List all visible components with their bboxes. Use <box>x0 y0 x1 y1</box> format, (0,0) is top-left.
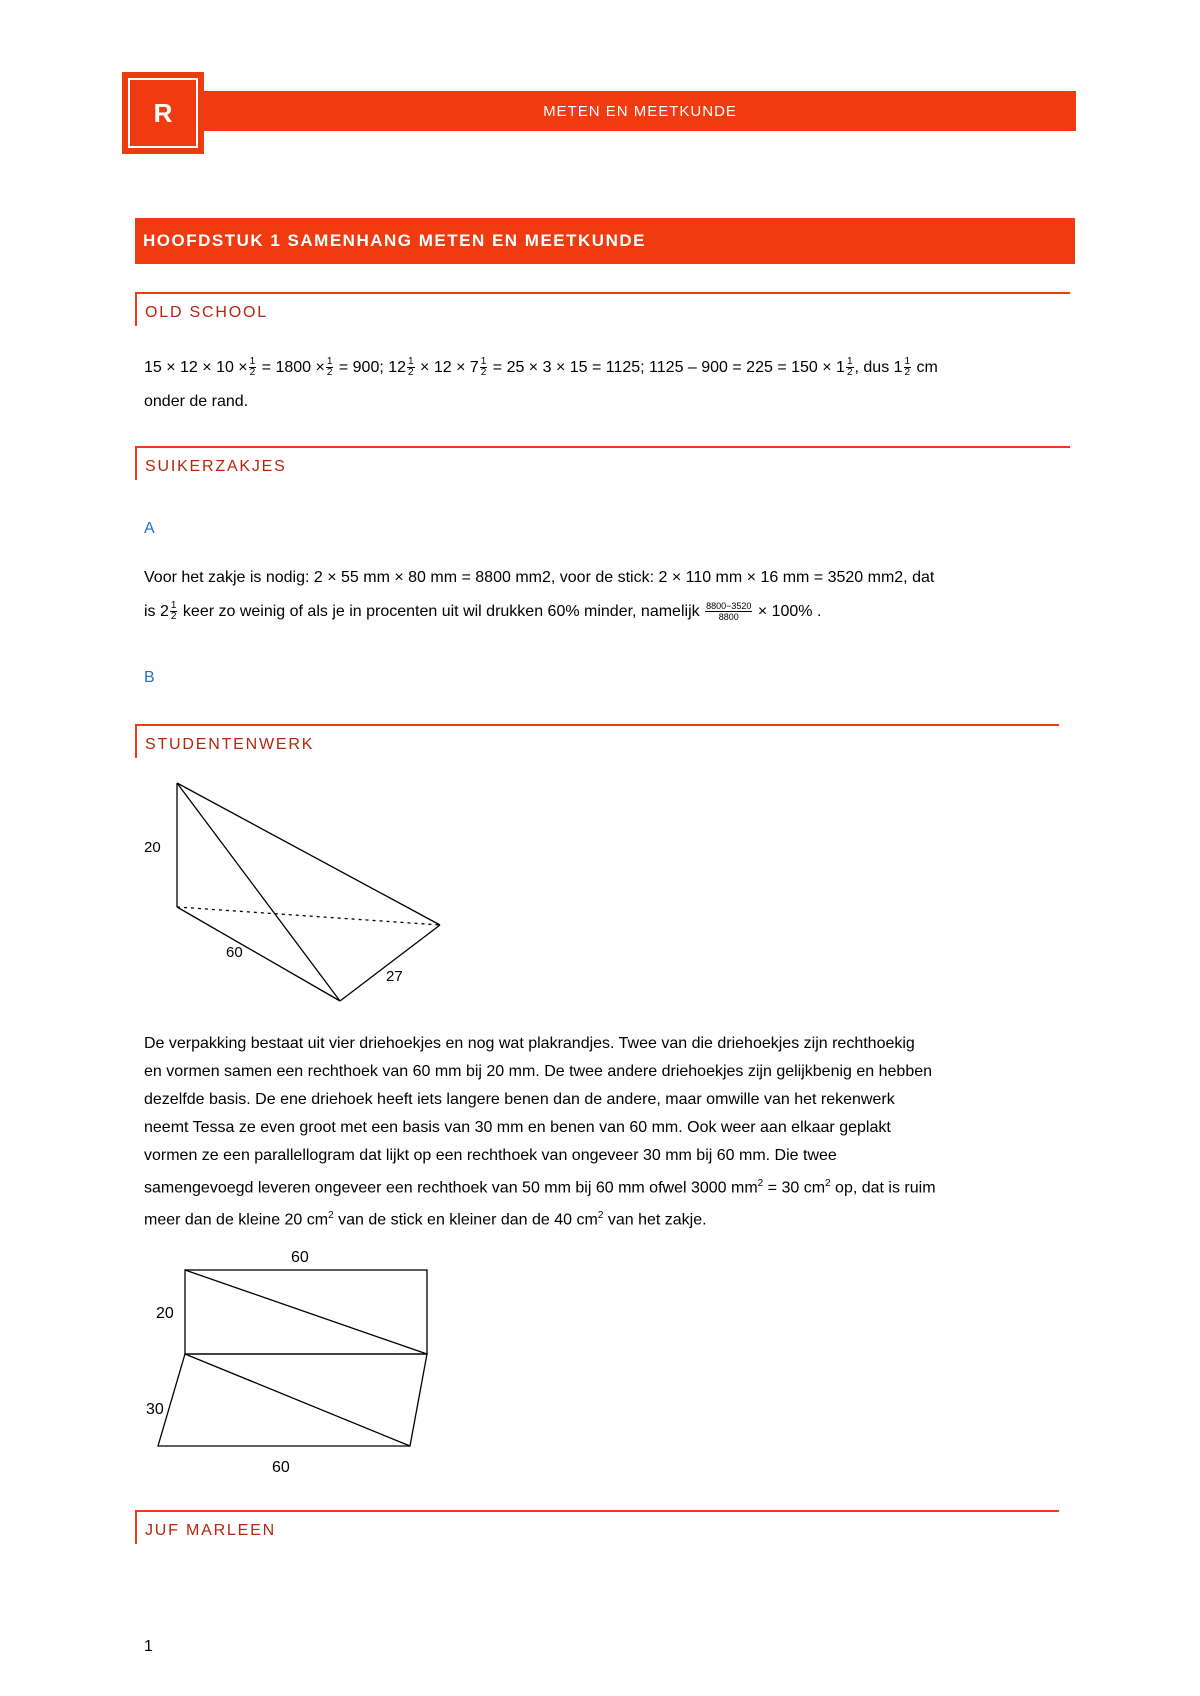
edge <box>340 925 440 1001</box>
fraction: $\frac{1}{2}$ <box>326 356 333 379</box>
section-studentenwerk <box>135 724 1059 758</box>
net-figure <box>140 1240 460 1485</box>
fraction: $\frac{1}{2}$ <box>846 356 853 379</box>
label-top-60: 60 <box>291 1249 309 1266</box>
sub-label-a: A <box>144 520 155 537</box>
paragraph-line: meer dan de kleine 20 $cm^2$ van de stick en kleiner dan de 40 $cm^2$ van het zakje. <box>144 1210 707 1229</box>
suiker-a-line2: is 2 $\frac{1}{2}$ keer zo weinig of als je in procenten uit wil drukken 60% minder, namelijk $\frac{8800-3520}{8800}$ × 100% . <box>144 600 822 623</box>
section-suikerzakjes <box>135 446 1070 480</box>
section-title: OLD SCHOOL <box>145 304 268 321</box>
edge <box>177 783 440 925</box>
section-title: SUIKERZAKJES <box>145 458 287 475</box>
old-school-line2: onder de rand. <box>144 393 249 410</box>
paragraph-line: samengevoegd leveren ongeveer een rechthoek van 50 mm bij 60 mm ofwel 3000 $mm^2 = 30$ $cm^2$ op, dat is ruim <box>144 1178 936 1197</box>
section-title: JUF MARLEEN <box>145 1522 276 1539</box>
section-juf-marleen <box>135 1510 1059 1544</box>
fraction: $\frac{1}{2}$ <box>170 600 177 623</box>
header-band: METEN EN MEETKUNDE <box>204 91 1076 131</box>
old-school-line1: 15 × 12 × 10 × $\frac{1}{2}$ = 1800 × $\frac{1}{2}$ = 900; 12 $\frac{1}{2}$ × 12 × 7 $\frac{1}{2}$ = 25 × 3 × 15 = 1125; 1125 – 900 = 225 = 150 × 1 $\frac{1}{2}$ , dus 1 $\frac{1}{2}$ cm <box>144 356 938 379</box>
studentenwerk-paragraph <box>144 1030 1074 1235</box>
paragraph-line: De verpakking bestaat uit vier driehoekjes en nog wat plakrandjes. Twee van die driehoekjes zijn rechthoekig <box>144 1035 915 1052</box>
label-20: 20 <box>144 839 161 856</box>
fraction: $\frac{1}{2}$ <box>408 356 414 379</box>
section-title: STUDENTENWERK <box>145 736 315 753</box>
diagonal <box>185 1354 410 1446</box>
fraction: $\frac{1}{2}$ <box>904 356 911 379</box>
fraction: $\frac{8800-3520}{8800}$ <box>706 601 752 623</box>
logo-letter: R <box>128 78 198 148</box>
label-60: 60 <box>226 944 243 961</box>
hidden-edge <box>177 907 440 925</box>
fraction: $\frac{1}{2}$ <box>480 356 487 379</box>
suiker-a-line1: Voor het zakje is nodig: 2 × 55 mm × 80 mm = 8800 mm2, voor de stick: 2 × 110 mm × 16 mm = 3520 mm2, dat <box>144 569 935 586</box>
parallelogram <box>158 1354 427 1446</box>
edge <box>177 783 340 1001</box>
sub-label-b: B <box>144 669 155 686</box>
page-number: 1 <box>144 1638 153 1655</box>
edge <box>177 907 340 1001</box>
chapter-title: HOOFDSTUK 1 SAMENHANG METEN EN MEETKUNDE <box>135 218 1075 264</box>
logo-box <box>122 72 204 154</box>
label-27: 27 <box>386 968 403 985</box>
label-20: 20 <box>156 1305 174 1322</box>
paragraph-line: en vormen samen een rechthoek van 60 mm bij 20 mm. De twee andere driehoekjes zijn gelijkbenig en hebben <box>144 1063 933 1080</box>
paragraph-line: vormen ze een parallellogram dat lijkt op een rechthoek van ongeveer 30 mm bij 60 mm. Die twee <box>144 1147 837 1164</box>
section-old-school <box>135 292 1070 326</box>
paragraph-line: dezelfde basis. De ene driehoek heeft iets langere benen dan de andere, maar omwille van het rekenwerk <box>144 1091 895 1108</box>
label-bottom-60: 60 <box>272 1459 290 1476</box>
label-30: 30 <box>146 1401 164 1418</box>
paragraph-line: neemt Tessa ze even groot met een basis van 30 mm en benen van 60 mm. Ook weer aan elkaar geplakt <box>144 1119 891 1136</box>
fraction: $\frac{1}{2}$ <box>249 356 256 379</box>
pyramid-figure <box>144 775 450 1015</box>
diagonal <box>185 1270 427 1354</box>
